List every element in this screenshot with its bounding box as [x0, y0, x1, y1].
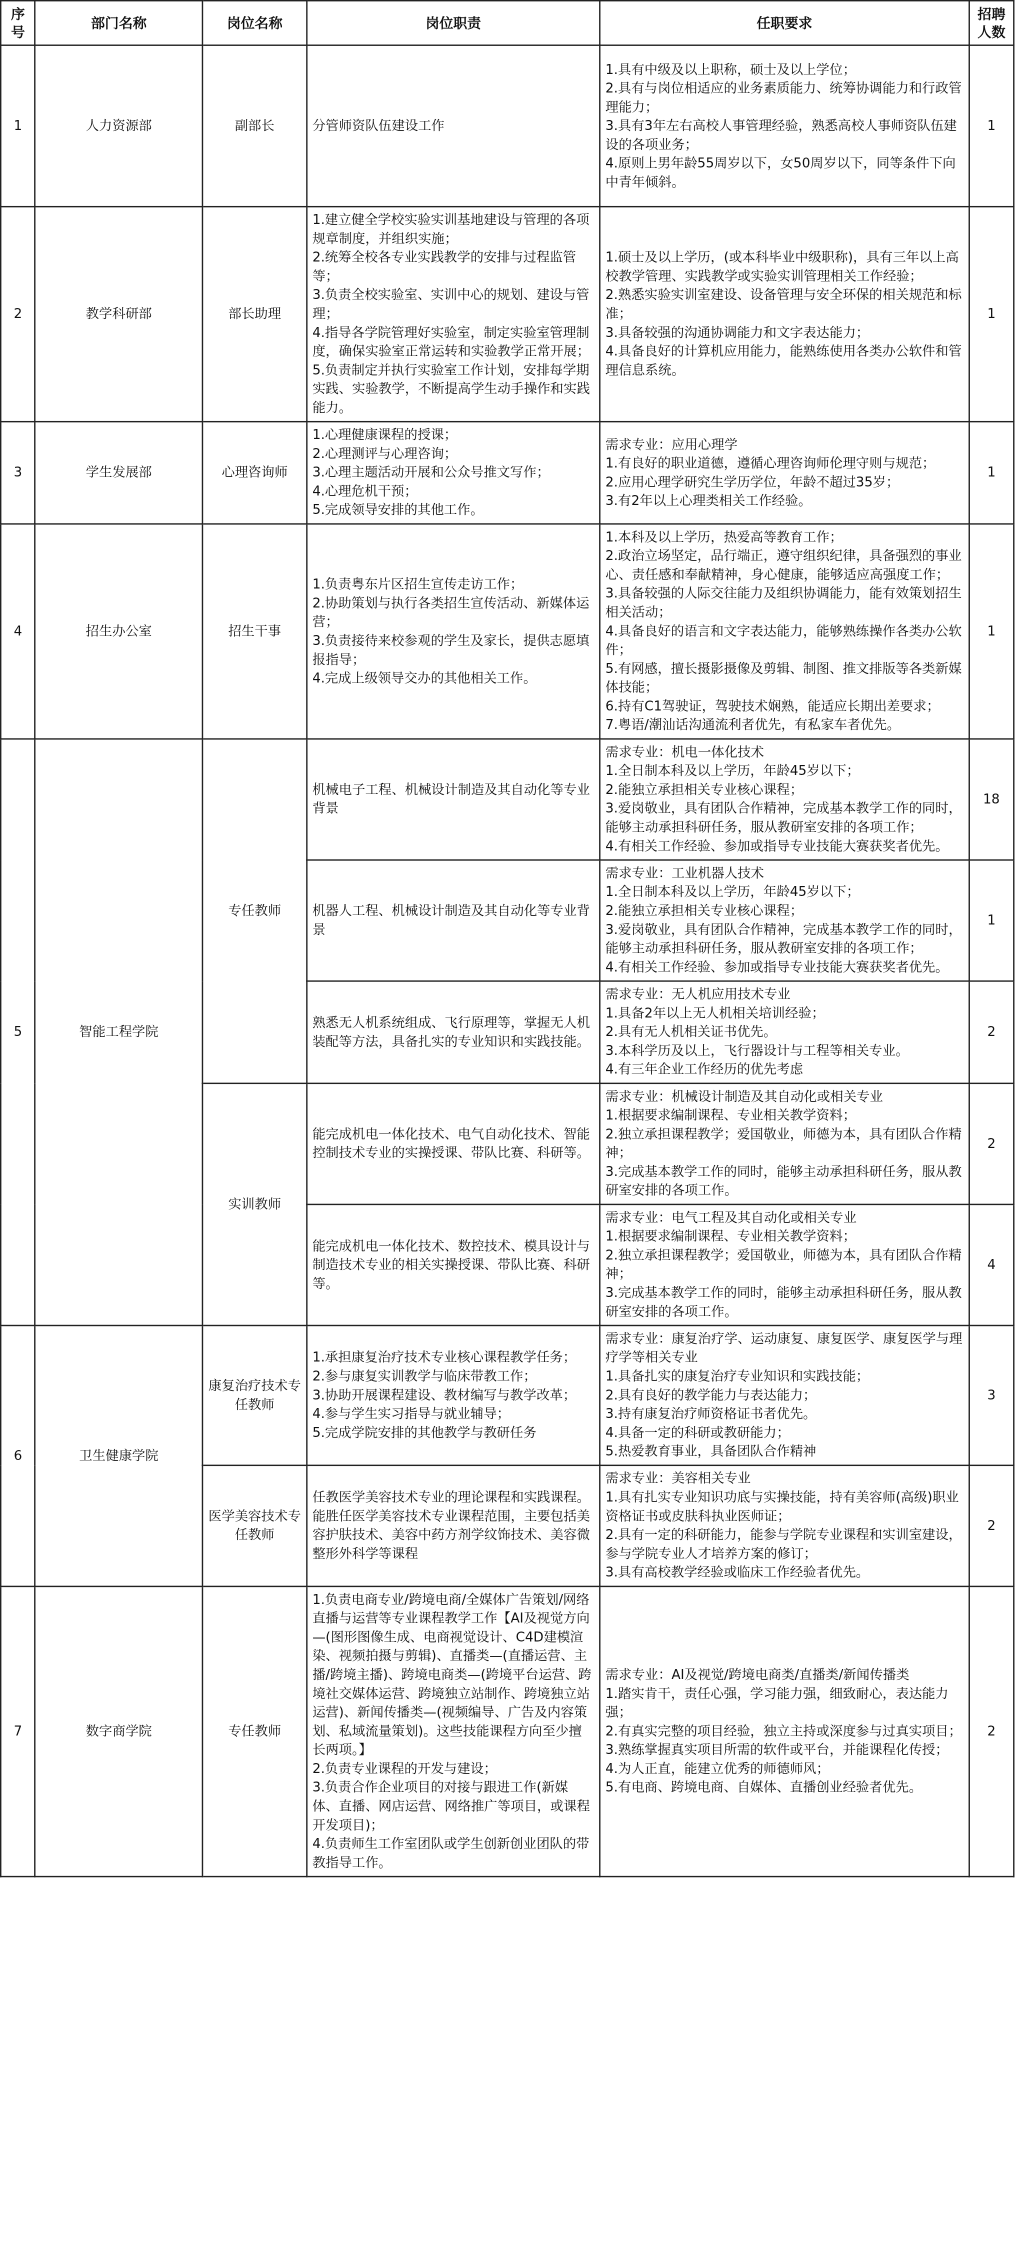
- post-name: 医学美容技术专任教师: [203, 1465, 307, 1586]
- duties-cell: [307, 860, 600, 981]
- hire-count: 2: [969, 1083, 1014, 1204]
- table-row: [1, 524, 1014, 739]
- req-line: 5.有电商、跨境电商、自媒体、直播创业经验者优先。: [605, 1779, 923, 1796]
- duty-line: 1.负责粤东片区招生宣传走访工作；: [312, 576, 524, 592]
- reqs-cell: [600, 1325, 969, 1465]
- duty-line: 4.心理危机干预；: [312, 483, 418, 499]
- dept-name: 招生办公室: [35, 524, 202, 739]
- header-post: 岗位名称: [203, 1, 307, 46]
- req-line: 需求专业：机械设计制造及其自动化或相关专业: [605, 1088, 883, 1105]
- table-row: [1, 1586, 1014, 1876]
- duty-line: 3.心理主题活动开展和公众号推文写作；: [312, 464, 550, 481]
- table-row: [1, 1325, 1014, 1465]
- duties-cell: [307, 45, 600, 206]
- req-line: 2.独立承担课程教学；爱国敬业，师德为本，具有团队合作精神；: [605, 1126, 962, 1161]
- req-line: 4.具备一定的科研或教研能力；: [605, 1424, 790, 1441]
- duty-line: 机械电子工程、机械设计制造及其自动化等专业背景: [312, 782, 590, 817]
- duty-line: 能完成机电一体化技术、电气自动化技术、智能控制技术专业的实操授课、带队比赛、科研等。: [312, 1126, 590, 1161]
- row-no: 6: [1, 1325, 35, 1586]
- duty-line: 5.完成学院安排的其他教学与教研任务: [312, 1424, 537, 1441]
- req-line: 3.爱岗敬业，具有团队合作精神，完成基本教学工作的同时，能够主动承担科研任务，服从教研室安排的各项工作；: [605, 921, 962, 957]
- duty-line: 2.协助策划与执行各类招生宣传活动、新媒体运营；: [312, 595, 590, 630]
- req-line: 1.本科及以上学历，热爱高等教育工作；: [605, 529, 843, 545]
- req-line: 6.持有C1驾驶证，驾驶技术娴熟，能适应长期出差要求；: [605, 698, 940, 714]
- hire-count: 2: [969, 1586, 1014, 1876]
- req-line: 1.全日制本科及以上学历，年龄45岁以下；: [605, 884, 860, 900]
- req-line: 3.本科学历及以上，飞行器设计与工程等相关专业。: [605, 1043, 909, 1059]
- duty-line: 5.完成领导安排的其他工作。: [312, 502, 484, 518]
- duties-cell: [307, 207, 600, 422]
- hire-count: 1: [969, 524, 1014, 739]
- duty-line: 3.负责合作企业项目的对接与跟进工作(新媒体、直播、网店运营、网络推广等项目，或课程开发项目)；: [312, 1779, 590, 1833]
- reqs-cell: [600, 1465, 969, 1586]
- req-line: 需求专业：工业机器人技术: [605, 865, 765, 881]
- post-name: 康复治疗技术专任教师: [203, 1325, 307, 1465]
- row-no: 7: [1, 1586, 35, 1876]
- req-line: 4.具备良好的计算机应用能力，能熟练使用各类办公软件和管理信息系统。: [605, 343, 962, 378]
- req-line: 1.全日制本科及以上学历，年龄45岁以下；: [605, 763, 860, 779]
- duty-line: 任教医学美容技术专业的理论课程和实践课程。: [312, 1489, 590, 1506]
- duty-line: 3.协助开展课程建设、教材编写与教学改革；: [312, 1387, 577, 1403]
- duties-cell: [307, 739, 600, 860]
- req-line: 1.有良好的职业道德，遵循心理咨询师伦理守则与规范；: [605, 455, 936, 471]
- req-line: 4.有相关工作经验、参加或指导专业技能大赛获奖者优先。: [605, 838, 949, 854]
- req-line: 4.原则上男年龄55周岁以下，女50周岁以下，同等条件下向中青年倾斜。: [605, 155, 956, 190]
- req-line: 需求专业：无人机应用技术专业: [605, 986, 791, 1002]
- header-duties: 岗位职责: [307, 1, 600, 46]
- duty-line: 3.负责接待来校参观的学生及家长，提供志愿填报指导；: [312, 632, 590, 667]
- duty-line: 4.指导各学院管理好实验室，制定实验室管理制度，确保实验室正常运转和实验教学正常开展；: [312, 324, 590, 360]
- reqs-cell: [600, 45, 969, 206]
- duty-line: 4.参与学生实习指导与就业辅导；: [312, 1406, 511, 1422]
- req-line: 1.具有扎实专业知识功底与实操技能，持有美容师(高级)职业资格证书或皮肤科执业医师证；: [605, 1489, 959, 1524]
- req-line: 3.具有高校教学经验或临床工作经验者优先。: [605, 1564, 870, 1581]
- req-line: 1.根据要求编制课程、专业相关教学资料；: [605, 1228, 856, 1245]
- reqs-cell: [600, 739, 969, 860]
- duty-line: 1.承担康复治疗技术专业核心课程教学任务；: [312, 1349, 577, 1366]
- table-row: [1, 207, 1014, 422]
- req-line: 2.具有一定的科研能力，能参与学院专业课程和实训室建设，参与学院专业人才培养方案的修订；: [605, 1527, 962, 1562]
- duties-cell: [307, 1204, 600, 1325]
- dept-name: 教学科研部: [35, 207, 202, 422]
- dept-name: 人力资源部: [35, 45, 202, 206]
- post-name: 专任教师: [203, 739, 307, 1083]
- header-row: [1, 1, 1014, 46]
- hire-count: 2: [969, 1465, 1014, 1586]
- req-line: 2.能独立承担相关专业核心课程；: [605, 782, 804, 798]
- duties-cell: [307, 981, 600, 1083]
- row-no: 5: [1, 739, 35, 1326]
- req-line: 7.粤语/潮汕话沟通流利者优先，有私家车者优先。: [605, 717, 901, 733]
- reqs-cell: [600, 860, 969, 981]
- reqs-cell: [600, 524, 969, 739]
- hire-count: 4: [969, 1204, 1014, 1325]
- hire-count: 3: [969, 1325, 1014, 1465]
- req-line: 3.完成基本教学工作的同时，能够主动承担科研任务，服从教研室安排的各项工作。: [605, 1285, 962, 1320]
- header-reqs: 任职要求: [600, 1, 969, 46]
- hire-count: 1: [969, 422, 1014, 524]
- post-name: 部长助理: [203, 207, 307, 422]
- duty-line: 4.完成上级领导交办的其他相关工作。: [312, 670, 537, 686]
- hire-count: 1: [969, 207, 1014, 422]
- duty-line: 1.建立健全学校实验实训基地建设与管理的各项规章制度，并组织实施；: [312, 212, 590, 247]
- dept-name: 智能工程学院: [35, 739, 202, 1326]
- req-line: 4.有三年企业工作经历的优先考虑: [605, 1061, 804, 1078]
- row-no: 4: [1, 524, 35, 739]
- duty-line: 熟悉无人机系统组成、飞行原理等，掌握无人机装配等方法，具备扎实的专业知识和实践技能。: [312, 1014, 590, 1049]
- req-line: 4.具备良好的语言和文字表达能力，能够熟练操作各类办公软件；: [605, 623, 962, 658]
- duty-line: 1.负责电商专业/跨境电商/全媒体广告策划/网络直播与运营等专业课程教学工作【AI及视觉方向—(图形图像生成、电商视觉设计、C4D建模渲染、视频拍摄与剪辑)、直播类—(直播运营、主播/跨境主播)、跨境电商类—(跨境平台运营、跨境社交媒体运营、跨境独立站制作、跨境独立站运营)、新闻传播类—(视频编导、广告及内容策划、私域流量策划)。这些技能课程方向至少擅长两项。】: [312, 1591, 592, 1758]
- duties-cell: [307, 524, 600, 739]
- req-line: 3.具有3年左右高校人事管理经验，熟悉高校人事师资队伍建设的各项业务；: [605, 117, 957, 153]
- req-line: 需求专业：AI及视觉/跨境电商类/直播类/新闻传播类: [605, 1667, 910, 1683]
- req-line: 需求专业：康复治疗学、运动康复、康复医学、康复医学与理疗学等相关专业: [605, 1331, 963, 1366]
- req-line: 1.具有中级及以上职称，硕士及以上学位；: [605, 61, 856, 77]
- header-dept: 部门名称: [35, 1, 202, 46]
- req-line: 2.熟悉实验实训室建设、设备管理与安全环保的相关规范和标准；: [605, 287, 962, 322]
- req-line: 2.政治立场坚定，品行端正，遵守组织纪律，具备强烈的事业心、责任感和奉献精神，身心健康，能够适应高强度工作；: [605, 548, 962, 583]
- reqs-cell: [600, 981, 969, 1083]
- duty-line: 能完成机电一体化技术、数控技术、模具设计与制造技术专业的相关实操授课、带队比赛、科研等。: [312, 1238, 590, 1292]
- req-line: 4.有相关工作经验、参加或指导专业技能大赛获奖者优先。: [605, 959, 949, 975]
- req-line: 3.熟练掌握真实项目所需的软件或平台，并能课程化传授；: [605, 1742, 949, 1758]
- req-line: 1.具备2年以上无人机相关培训经验；: [605, 1005, 825, 1021]
- req-line: 5.有网感，擅长摄影摄像及剪辑、制图、推文排版等各类新媒体技能；: [605, 661, 962, 696]
- req-line: 1.硕士及以上学历，(或本科毕业中级职称)，具有三年以上高校教学管理、实践教学或实验实训管理相关工作经验；: [605, 249, 959, 284]
- req-line: 4.为人正直，能建立优秀的师德师风；: [605, 1761, 830, 1777]
- duty-line: 机器人工程、机械设计制造及其自动化等专业背景: [312, 903, 590, 938]
- table-row: [1, 739, 1014, 860]
- reqs-cell: [600, 1204, 969, 1325]
- row-no: 1: [1, 45, 35, 206]
- req-line: 3.完成基本教学工作的同时，能够主动承担科研任务，服从教研室安排的各项工作。: [605, 1164, 962, 1199]
- req-line: 需求专业：应用心理学: [605, 436, 738, 452]
- table-row: [1, 422, 1014, 524]
- req-line: 需求专业：机电一体化技术: [605, 744, 765, 760]
- req-line: 2.具有无人机相关证书优先。: [605, 1024, 777, 1040]
- header-no: 序号: [1, 1, 35, 46]
- req-line: 2.有真实完整的项目经验，独立主持或深度参与过真实项目；: [605, 1723, 962, 1739]
- reqs-cell: [600, 422, 969, 524]
- req-line: 1.踏实肯干，责任心强，学习能力强，细致耐心，表达能力强；: [605, 1685, 949, 1721]
- req-line: 1.根据要求编制课程、专业相关教学资料；: [605, 1107, 856, 1124]
- row-no: 3: [1, 422, 35, 524]
- post-name: 专任教师: [203, 1586, 307, 1876]
- reqs-cell: [600, 1083, 969, 1204]
- duties-cell: [307, 1586, 600, 1876]
- req-line: 2.独立承担课程教学；爱国敬业，师德为本，具有团队合作精神；: [605, 1247, 962, 1282]
- duty-line: 分管师资队伍建设工作: [312, 117, 445, 134]
- req-line: 3.具备较强的沟通协调能力和文字表达能力；: [605, 324, 870, 341]
- duty-line: 1.心理健康课程的授课；: [312, 427, 458, 443]
- req-line: 2.应用心理学研究生学历学位，年龄不超过35岁；: [605, 474, 900, 490]
- table-row: [1, 45, 1014, 206]
- duty-line: 5.负责制定并执行实验室工作计划，安排每学期实践、实验教学，不断提高学生动手操作和实践能力。: [312, 362, 590, 416]
- duties-cell: [307, 1465, 600, 1586]
- dept-name: 数字商学院: [35, 1586, 202, 1876]
- duties-cell: [307, 1325, 600, 1465]
- req-line: 2.具有与岗位相适应的业务素质能力、统筹协调能力和行政管理能力；: [605, 80, 962, 115]
- duty-line: 2.统筹全校各专业实践教学的安排与过程监管等；: [312, 249, 577, 284]
- req-line: 3.有2年以上心理类相关工作经验。: [605, 492, 812, 509]
- post-name: 实训教师: [203, 1083, 307, 1325]
- duty-line: 2.参与康复实训教学与临床带教工作；: [312, 1368, 537, 1384]
- post-name: 招生干事: [203, 524, 307, 739]
- req-line: 3.爱岗敬业，具有团队合作精神，完成基本教学工作的同时，能够主动承担科研任务，服从教研室安排的各项工作；: [605, 800, 962, 835]
- hire-count: 2: [969, 981, 1014, 1083]
- dept-name: 卫生健康学院: [35, 1325, 202, 1586]
- duties-cell: [307, 1083, 600, 1204]
- duty-line: 能胜任医学美容技术专业课程范围，主要包括美容护肤技术、美容中药方剂学纹饰技术、美容微整形外科学等课程: [312, 1508, 590, 1562]
- header-count: 招聘人数: [969, 1, 1014, 46]
- hire-count: 18: [969, 739, 1014, 860]
- req-line: 5.热爱教育事业，具备团队合作精神: [605, 1443, 817, 1460]
- req-line: 3.持有康复治疗师资格证书者优先。: [605, 1406, 817, 1422]
- reqs-cell: [600, 207, 969, 422]
- req-line: 需求专业：电气工程及其自动化或相关专业: [605, 1209, 857, 1226]
- req-line: 2.能独立承担相关专业核心课程；: [605, 903, 804, 919]
- hire-count: 1: [969, 860, 1014, 981]
- duty-line: 3.负责全校实验室、实训中心的规划、建设与管理；: [312, 287, 590, 322]
- duty-line: 4.负责师生工作室团队或学生创新创业团队的带教指导工作。: [312, 1836, 590, 1871]
- post-name: 心理咨询师: [203, 422, 307, 524]
- hire-count: 1: [969, 45, 1014, 206]
- req-line: 3.具备较强的人际交往能力及组织协调能力，能有效策划招生相关活动；: [605, 585, 962, 620]
- duties-cell: [307, 422, 600, 524]
- reqs-cell: [600, 1586, 969, 1876]
- req-line: 1.具备扎实的康复治疗专业知识和实践技能；: [605, 1368, 870, 1384]
- req-line: 2.具有良好的教学能力与表达能力；: [605, 1387, 817, 1403]
- post-name: 副部长: [203, 45, 307, 206]
- duty-line: 2.心理测评与心理咨询；: [312, 446, 458, 462]
- dept-name: 学生发展部: [35, 422, 202, 524]
- duty-line: 2.负责专业课程的开发与建设；: [312, 1761, 497, 1777]
- req-line: 需求专业：美容相关专业: [605, 1470, 751, 1487]
- row-no: 2: [1, 207, 35, 422]
